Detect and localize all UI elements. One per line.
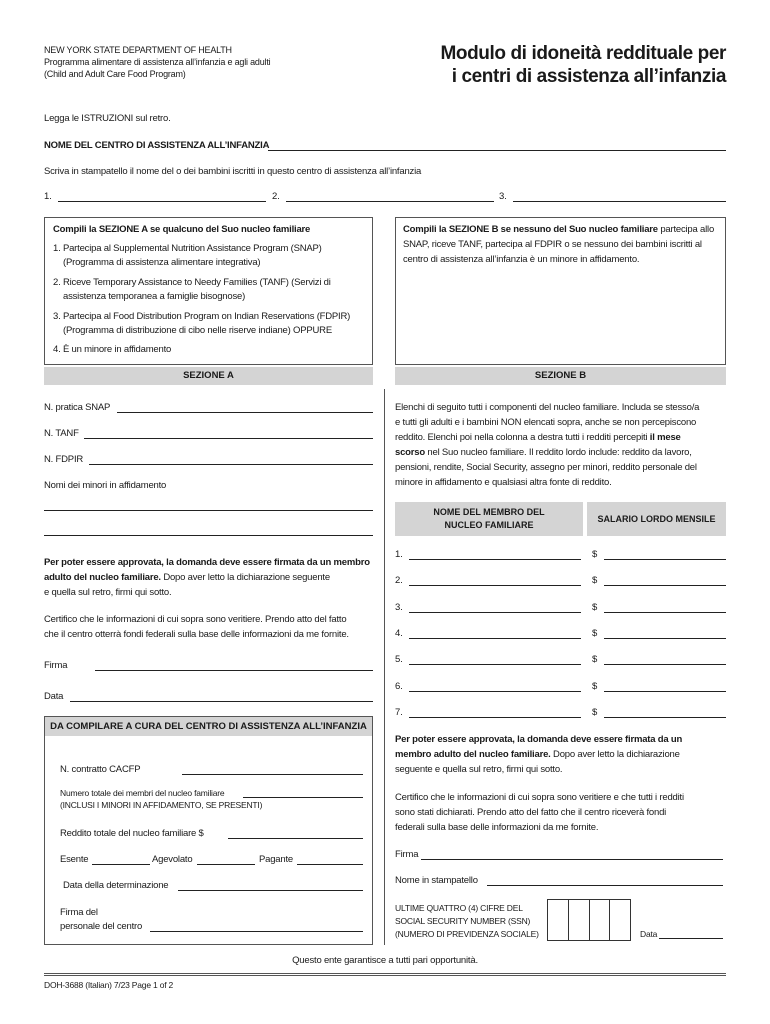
foster-names-field-1[interactable] [44,510,373,511]
exempt-label: Esente [60,854,89,865]
household-members-field[interactable] [243,797,363,798]
section-a-signature-label: Firma [44,660,68,671]
section-a-date-field[interactable] [70,701,373,702]
section-b-desc-6: minore in affidamento e qualsiasi altra fonte di reddito. [395,477,612,488]
member-name-field[interactable] [409,559,581,560]
section-a-info-heading: Compili la SEZIONE A se qualcuno del Suo nucleo familiare [53,224,311,235]
section-b-sign-note-2-bold: membro adulto del nucleo familiare. [395,749,551,760]
print-name-field[interactable] [487,885,723,886]
reduced-label: Agevolato [152,854,193,865]
member-salary-field[interactable] [604,585,726,586]
agency-name: NEW YORK STATE DEPARTMENT OF HEALTH [44,45,232,55]
section-a-certify-2: che il centro otterrà fondi federali sulla base delle informazioni da me fornite. [44,629,349,640]
agency-header [44,44,270,80]
section-b-certify-3: federali sulla base delle informazioni da me fornite. [395,822,599,833]
member-salary-field[interactable] [604,717,726,718]
section-a-item-3: 3. Partecipa al Food Distribution Program on Indian Reservations (FDPIR) [53,311,351,322]
staff-signature-field[interactable] [150,931,363,932]
member-row-number: 1. [395,549,403,560]
ssn-digit-4[interactable] [610,900,630,940]
child-2-label: 2. [272,191,280,202]
center-name-field[interactable] [268,150,726,151]
total-income-field[interactable] [228,838,363,839]
ssn-label [395,902,539,941]
child-3-label: 3. [499,191,507,202]
form-title-line1: Modulo di idoneità reddituale per [440,43,726,64]
household-members-note: (INCLUSI I MINORI IN AFFIDAMENTO, SE PRESENTI) [60,800,263,810]
member-name-field[interactable] [409,664,581,665]
member-salary-field[interactable] [604,664,726,665]
ssn-digit-3[interactable] [590,900,611,940]
column-divider [384,389,385,945]
section-b-title: SEZIONE B [395,367,726,385]
snap-field[interactable] [117,412,373,413]
print-name-label: Nome in stampatello [395,875,478,886]
snap-label: N. pratica SNAP [44,402,111,413]
member-row-number: 7. [395,707,403,718]
children-prompt: Scriva in stampatello il nome del o dei bambini iscritti in questo centro di assistenza all’infanzia [44,166,422,177]
dollar-sign: $ [592,549,598,560]
member-row-number: 2. [395,575,403,586]
section-a-sign-note-2-rest: Dopo aver letto la dichiarazione seguente [160,572,330,583]
ssn-digit-1[interactable] [548,900,569,940]
footer-rule [44,973,726,976]
dollar-sign: $ [592,654,598,665]
section-a-item-3b: (Programma di distribuzione di cibo nelle riserve indiane) OPPURE [63,325,332,336]
staff-signature-label-2: personale del centro [60,921,143,932]
section-b-desc-3-text: reddito. Elenchi poi nella colonna a destra tutti i redditi percepiti [395,432,648,443]
section-b-info-line1 [403,224,714,235]
member-name-field[interactable] [409,638,581,639]
section-a-item-2: 2. Riceve Temporary Assistance to Needy Families (TANF) (Servizi di [53,277,331,288]
member-row-number: 5. [395,654,403,665]
section-b-desc-3-bold: il mese [647,432,681,443]
exempt-field[interactable] [92,864,150,865]
tanf-label: N. TANF [44,428,79,439]
member-salary-field[interactable] [604,559,726,560]
member-salary-field[interactable] [604,638,726,639]
cacfp-contract-label: N. contratto CACFP [60,764,141,775]
section-a-sign-note-3: e quella sul retro, firmi qui sotto. [44,587,172,598]
dollar-sign: $ [592,681,598,692]
center-use-title: DA COMPILARE A CURA DEL CENTRO DI ASSISTENZA ALL’INFANZIA [45,717,372,736]
child-2-field[interactable] [286,201,494,202]
determination-date-field[interactable] [178,890,363,891]
form-title [440,42,726,88]
member-salary-field[interactable] [604,612,726,613]
section-b-info-heading: Compili la SEZIONE B se nessuno del Suo nucleo familiare [403,224,658,235]
foster-names-field-2[interactable] [44,535,373,536]
dollar-sign: $ [592,628,598,639]
form-title-line2: i centri di assistenza all’infanzia [451,66,726,87]
member-name-field[interactable] [409,585,581,586]
instructions-note: Legga le ISTRUZIONI sul retro. [44,113,171,124]
child-1-label: 1. [44,191,52,202]
section-b-desc-4-rest: nel Suo nucleo familiare. Il reddito lordo include: reddito da lavoro, [424,447,692,458]
cacfp-contract-field[interactable] [182,774,363,775]
section-a-date-label: Data [44,691,64,702]
section-b-sign-note-2-rest: Dopo aver letto la dichiarazione [550,749,680,760]
member-name-field[interactable] [409,691,581,692]
tanf-field[interactable] [84,438,373,439]
section-a-sign-note-2 [44,572,330,583]
section-a-title: SEZIONE A [44,367,373,385]
gross-salary-column-header: SALARIO LORDO MENSILE [587,502,726,536]
ssn-label-line2: SOCIAL SECURITY NUMBER (SSN) [395,916,531,926]
ssn-digit-2[interactable] [569,900,590,940]
section-b-certify-1: Certifico che le informazioni di cui sopra sono veritiere e che tutti i redditi [395,792,684,803]
section-b-desc-4 [395,447,692,458]
section-b-sign-note-2 [395,749,680,760]
section-b-info-line2: SNAP, riceve TANF, partecipa al FDPIR o se nessuno dei bambini iscritti al [403,239,702,250]
section-a-sign-note-2-bold: adulto del nucleo familiare. [44,572,161,583]
child-3-field[interactable] [513,201,726,202]
determination-date-label: Data della determinazione [63,880,169,891]
household-members-label: Numero totale dei membri del nucleo familiare [60,788,225,798]
section-b-sign-note-1: Per poter essere approvata, la domanda deve essere firmata da un [395,734,683,745]
section-b-date-label: Data [640,929,658,939]
foster-names-label: Nomi dei minori in affidamento [44,480,167,491]
center-name-label: NOME DEL CENTRO DI ASSISTENZA ALL’INFANZIA [44,140,270,151]
program-name-it: Programma alimentare di assistenza all’infanzia e agli adulti [44,57,271,67]
section-b-desc-5: pensioni, rendite, Social Security, assegno per minori, reddito personale del [395,462,697,473]
reduced-field[interactable] [197,864,255,865]
fdpir-label: N. FDPIR [44,454,84,465]
section-b-desc-3 [395,432,681,443]
section-a-item-1b: (Programma di assistenza alimentare integrativa) [63,257,261,268]
section-a-item-2b: assistenza temporanea a famiglie bisognose) [63,291,246,302]
member-salary-field[interactable] [604,691,726,692]
member-row-number: 6. [395,681,403,692]
section-b-desc-1: Elenchi di seguito tutti i componenti del nucleo familiare. Includa se stesso/a [395,402,700,413]
form-id: DOH-3688 (Italian) 7/23 Page 1 of 2 [44,980,174,990]
member-name-header-line1: NOME DEL MEMBRO DEL [433,507,545,517]
member-name-column-header [395,502,583,536]
section-b-signature-label: Firma [395,849,419,860]
member-row-number: 3. [395,602,403,613]
paid-field[interactable] [297,864,363,865]
program-name-en: (Child and Adult Care Food Program) [44,69,186,79]
total-income-label: Reddito totale del nucleo familiare $ [60,828,204,839]
section-b-info-line1-rest: partecipa allo [657,224,715,235]
section-a-item-1: 1. Partecipa al Supplemental Nutrition Assistance Program (SNAP) [53,243,322,254]
dollar-sign: $ [592,707,598,718]
member-name-header-line2: NUCLEO FAMILIARE [444,520,534,530]
fdpir-field[interactable] [89,464,373,465]
section-b-sign-note-3: seguente e quella sul retro, firmi qui sotto. [395,764,563,775]
section-b-info-line3: centro di assistenza all’infanzia è un minore in affidamento. [403,254,640,265]
section-b-certify-2: sono stati dichiarati. Prendo atto del fatto che il centro riceverà fondi [395,807,667,818]
section-a-signature-field[interactable] [95,670,373,671]
member-name-field[interactable] [409,612,581,613]
staff-signature-label-1: Firma del [60,907,98,918]
member-name-field[interactable] [409,717,581,718]
ssn-label-line1: ULTIME QUATTRO (4) CIFRE DEL [395,903,523,913]
member-row-number: 4. [395,628,403,639]
paid-label: Pagante [259,854,293,865]
section-a-item-4: 4. È un minore in affidamento [53,344,172,355]
ssn-last4-boxes[interactable] [547,899,631,941]
section-b-desc-4-bold: scorso [395,447,425,458]
section-b-date-field[interactable] [659,938,723,939]
equal-opportunity-statement: Questo ente garantisce a tutti pari opportunità. [292,955,478,966]
section-a-certify-1: Certifico che le informazioni di cui sopra sono veritiere. Prendo atto del fatto [44,614,347,625]
child-1-field[interactable] [58,201,266,202]
ssn-label-line3: (NUMERO DI PREVIDENZA SOCIALE) [395,929,539,939]
dollar-sign: $ [592,575,598,586]
dollar-sign: $ [592,602,598,613]
section-a-sign-note-1: Per poter essere approvata, la domanda deve essere firmata da un membro [44,557,370,568]
section-b-desc-2: e tutti gli adulti e i bambini NON elencati sopra, anche se non percepiscono [395,417,697,428]
section-b-signature-field[interactable] [421,859,723,860]
